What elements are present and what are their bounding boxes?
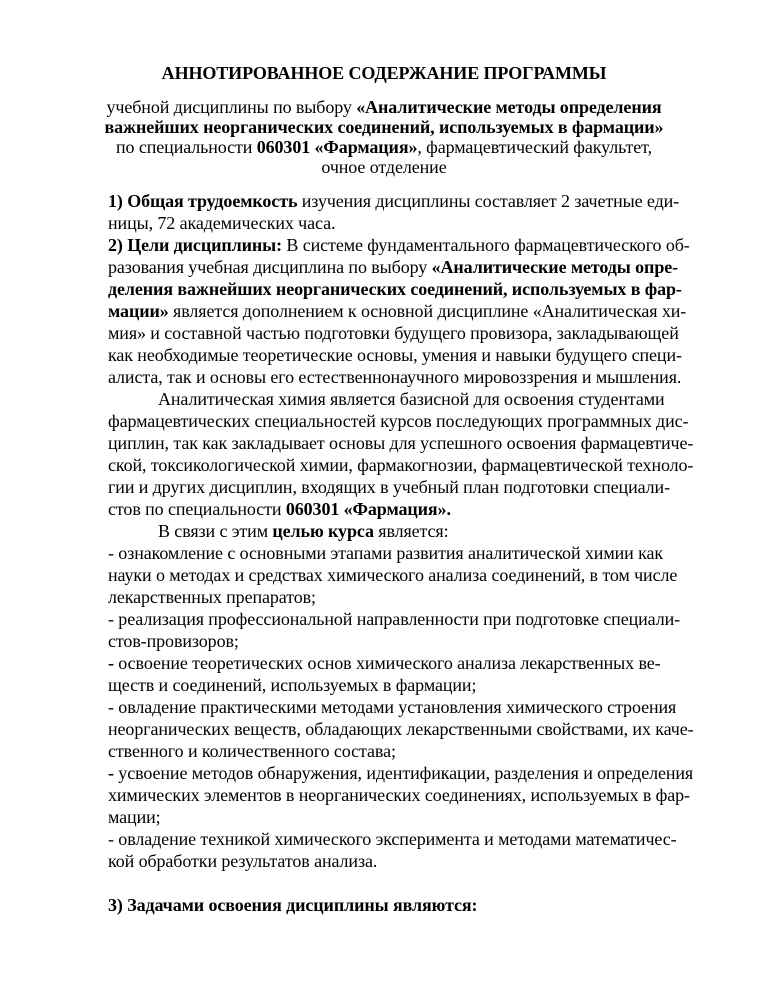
section-2-line-3: деления важнейших неорганических соединений, используемых в фар- bbox=[108, 279, 682, 299]
goal-line: - реализация профессиональной направленности при подготовке специали- bbox=[108, 609, 681, 629]
goal-line: ществ и соединений, используемых в фармации; bbox=[108, 675, 477, 695]
section-1-line-1: 1) Общая трудоемкость изучения дисциплины составляет 2 зачетные еди- bbox=[108, 191, 680, 211]
paragraph-2-line-1: Аналитическая химия является базисной для освоения студентами bbox=[158, 389, 665, 409]
subtitle-line-4: очное отделение bbox=[321, 157, 447, 177]
paragraph-2-line-5: гии и других дисциплин, входящих в учебный план подготовки специали- bbox=[108, 477, 670, 497]
section-2-line-1: 2) Цели дисциплины: В системе фундаментального фармацевтического об- bbox=[108, 235, 690, 255]
goal-line: - овладение техникой химического эксперимента и методами математичес- bbox=[108, 829, 677, 849]
paragraph-2-line-3: циплин, так как закладывает основы для успешного освоения фармацевтиче- bbox=[108, 433, 694, 453]
section-3-heading: 3) Задачами освоения дисциплины являются: bbox=[108, 895, 478, 915]
goal-line: науки о методах и средствах химического анализа соединений, в том числе bbox=[108, 565, 678, 585]
subtitle-line-1: учебной дисциплины по выбору «Аналитические методы определения bbox=[106, 97, 662, 117]
goal-line: лекарственных препаратов; bbox=[108, 587, 316, 607]
goal-line: стов-провизоров; bbox=[108, 631, 239, 651]
subtitle-line-3: по специальности 060301 «Фармация», фармацевтический факультет, bbox=[116, 137, 652, 157]
section-2-line-2: разования учебная дисциплина по выбору «Аналитические методы опре- bbox=[108, 257, 679, 277]
paragraph-2-line-6: стов по специальности 060301 «Фармация». bbox=[108, 499, 451, 519]
goal-line: - овладение практическими методами установления химического строения bbox=[108, 697, 677, 717]
goal-line: - усвоение методов обнаружения, идентификации, разделения и определения bbox=[108, 763, 694, 783]
goal-line: - ознакомление с основными этапами развития аналитической химии как bbox=[108, 543, 663, 563]
section-2-line-7: алиста, так и основы его естественнонаучного мировоззрения и мышления. bbox=[108, 367, 682, 387]
section-1-line-2: ницы, 72 академических часа. bbox=[108, 213, 336, 233]
paragraph-2-line-2: фармацевтических специальностей курсов последующих программных дис- bbox=[108, 411, 689, 431]
paragraph-3-line-1: В связи с этим целью курса является: bbox=[158, 521, 449, 541]
goal-line: - освоение теоретических основ химического анализа лекарственных ве- bbox=[108, 653, 661, 673]
goal-line: химических элементов в неорганических соединениях, используемых в фар- bbox=[108, 785, 690, 805]
page-title: АННОТИРОВАННОЕ СОДЕРЖАНИЕ ПРОГРАММЫ bbox=[161, 63, 607, 83]
goal-line: кой обработки результатов анализа. bbox=[108, 851, 378, 871]
section-2-line-6: как необходимые теоретические основы, умения и навыки будущего специ- bbox=[108, 345, 682, 365]
section-2-line-4: мации» является дополнением к основной дисциплине «Аналитическая хи- bbox=[108, 301, 687, 321]
goal-line: неорганических веществ, обладающих лекарственными свойствами, их каче- bbox=[108, 719, 694, 739]
paragraph-2-line-4: ской, токсикологической химии, фармакогнозии, фармацевтической техноло- bbox=[108, 455, 694, 475]
goal-line: ственного и количественного состава; bbox=[108, 741, 396, 761]
section-2-line-5: мия» и составной частью подготовки будущего провизора, закладывающей bbox=[108, 323, 679, 343]
goal-line: мации; bbox=[108, 807, 161, 827]
subtitle-line-2: важнейших неорганических соединений, используемых в фармации» bbox=[104, 117, 664, 137]
